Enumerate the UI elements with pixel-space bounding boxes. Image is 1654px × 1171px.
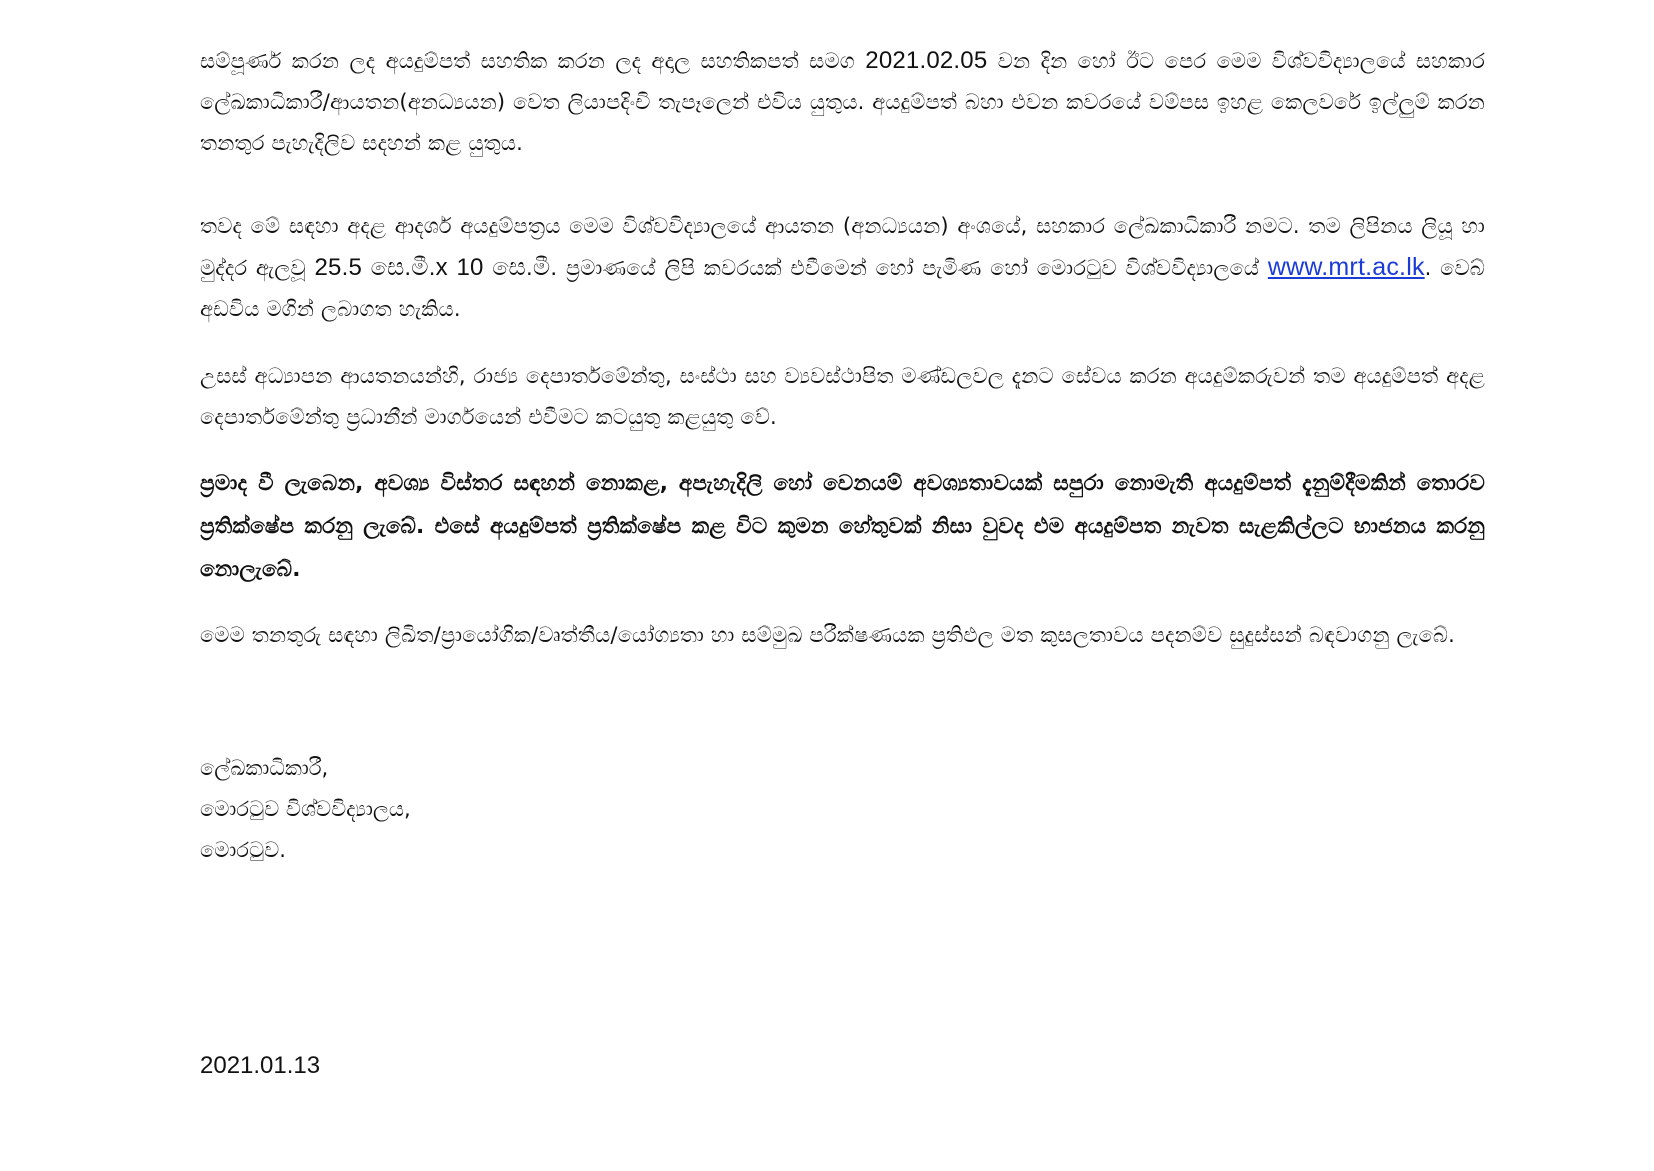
paragraph-text: වන දින හෝ ඊට පෙර මෙම විශ්වවිද්‍යාලයේ සහකාර ලේඛකාධිකාරී/ආයතන(අනධ්‍යයන) වෙත ලියාපදිංචි තැපෑලෙන් එවිය යුතුය. අයදුම්පත් බහා එවන කවරයේ වම්පස ඉහළ කෙලවරේ ඉල්ලුම් කරන තනතුර පැහැදිලිව සදහන් කළ යුතුය.	[200, 49, 1485, 155]
signature-block	[200, 748, 1485, 871]
paragraph-text: . වෙබ් අඩවිය මගින් ලබාගත හැකිය.	[200, 256, 1485, 321]
university-website-link[interactable]: www.mrt.ac.lk	[1267, 253, 1425, 281]
document-page	[200, 40, 1485, 871]
paragraph-selection-method: මෙම තනතුරු සඳහා ලිඛිත/ප්‍රායෝගික/වෘත්තීය/යෝග්‍යතා හා සම්මුඛ පරීක්ෂණයක ප්‍රතිඵල මත කුසලතාවය පදනම්ව සුදුස්සන් බඳවාගනු ලැබේ.	[200, 623, 1455, 647]
paragraph-text: ප්‍රමාණයේ ලිපි කවරයක් එවීමෙන් හෝ පැමිණ හෝ මොරටුව විශ්වවිද්‍යාලයේ	[557, 256, 1268, 280]
paragraph-application-form	[200, 206, 1485, 330]
paragraph-submission-deadline	[200, 40, 1485, 164]
spacer	[200, 438, 1485, 462]
paragraph-text: සම්පූර්ණ කරන ලද අයදුම්පත් සහතික කරන ලද අදාල සහතිකපත් සමග	[200, 49, 866, 73]
deadline-date: 2021.02.05	[865, 47, 988, 74]
paragraph-rejection-notice: ප්‍රමාද වී ලැබෙන, අවශ්‍ය විස්තර සඳහන් නොකළ, අපැහැදිලි හෝ වෙනයම් අවශ්‍යතාවයක් සපුරා නොමැති අයදුම්පත් දැනුම්දීමකින් තොරව ප්‍රතික්ෂේප කරනු ලැබේ. එසේ අයදුම්පත් ප්‍රතික්ෂේප කළ විට කුමන හේතුවක් නිසා වුවද එම අයදුම්පත නැවත සැළකිල්ලට භාජනය කරනු නොලැබේ.	[200, 471, 1485, 582]
signature-location: මොරටුව.	[200, 838, 286, 862]
signature-title: ලේඛකාධිකාරී,	[200, 756, 329, 780]
signature-institution: මොරටුව විශ්වවිද්‍යාලය,	[200, 797, 411, 821]
spacer	[200, 656, 1485, 748]
paragraph-current-employees: උසස් අධ්‍යාපන ආයතනයන්හි, රාජ්‍ය දෙපාර්තමේන්තු, සංස්ථා සහ ව්‍යවස්ථාපිත මණ්ඩලවල දැනට සේවය කරන අයදුම්කරුවන් තම අයදුම්පත් අදළ දෙපාර්තමේන්තු ප්‍රධානීන් මාර්ගයෙන් එවීමට කටයුතු කළයුතු වේ.	[200, 364, 1485, 429]
envelope-size: 25.5 සෙ.මී.x 10 සෙ.මී.	[314, 254, 558, 281]
spacer	[200, 330, 1485, 356]
paragraph-text: තවද මේ සඳහා අදළ ආදර්ශ අයදුම්පත්‍රය මෙම විශ්වවිද්‍යාලයේ ආයතන (අනධ්‍යයන) අංශයේ, සහකාර ලේඛකාධිකාරී නමට. තම ලිපිනය ලියූ හා මුද්දර ඇලවූ	[200, 214, 1485, 280]
spacer	[200, 164, 1485, 206]
spacer	[200, 591, 1485, 615]
document-date: 2021.01.13	[200, 1052, 321, 1079]
